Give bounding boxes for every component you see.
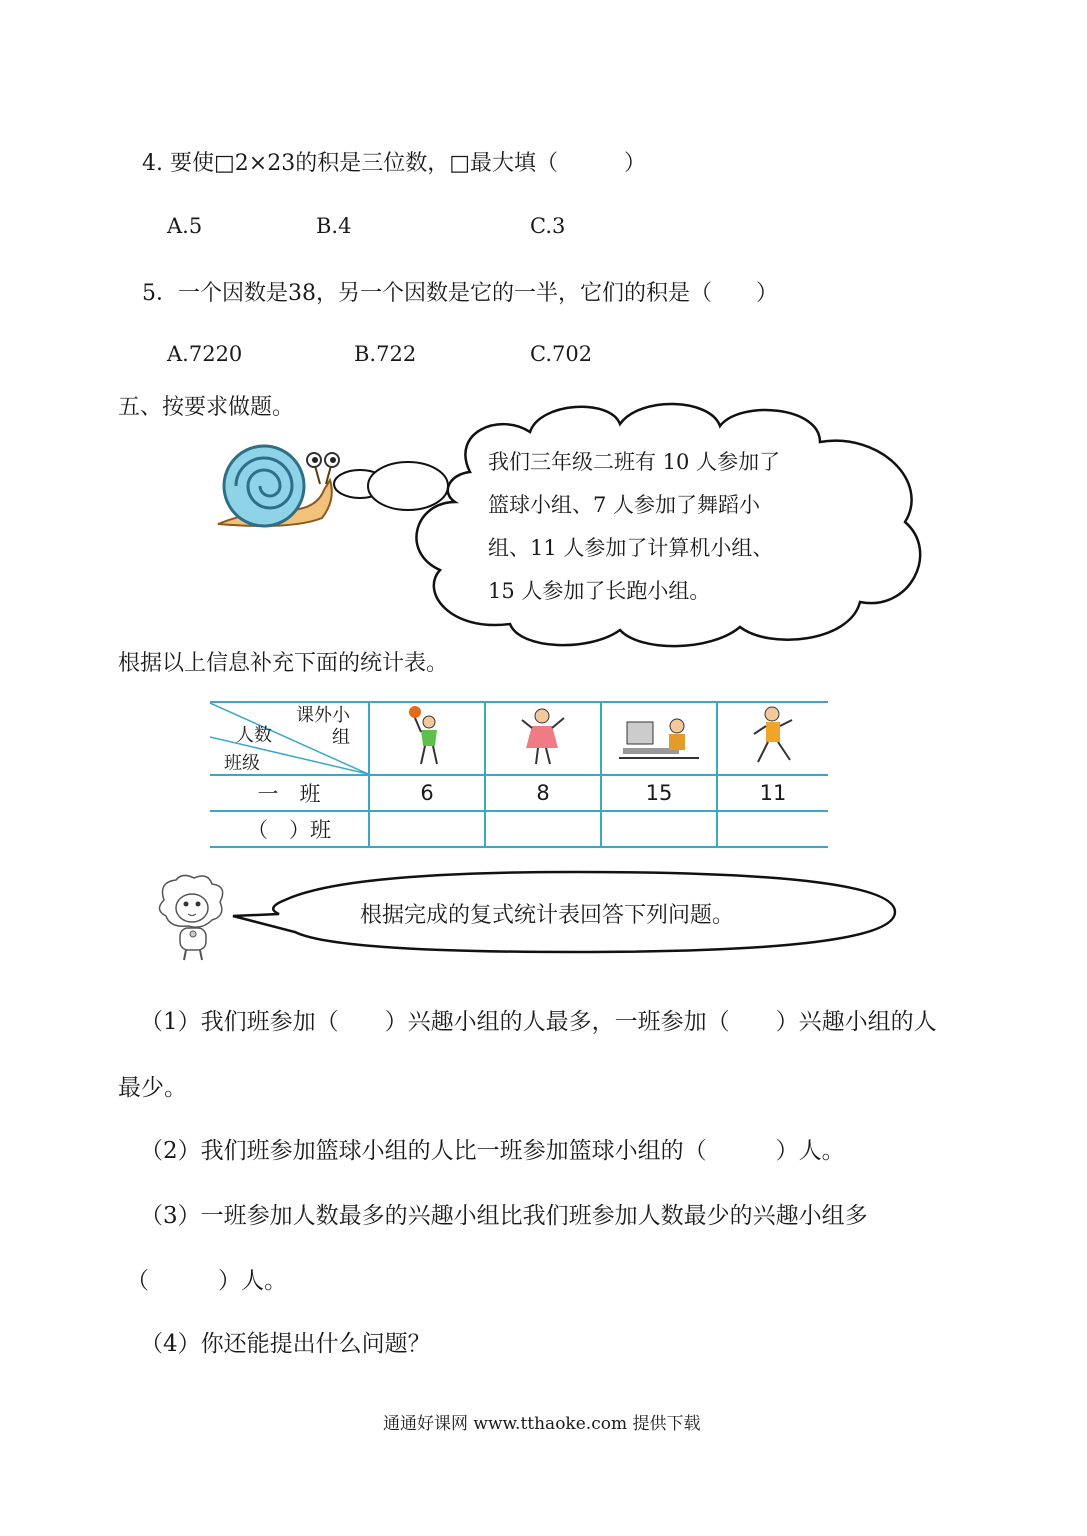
table-cell-blank[interactable] [717,811,828,847]
column-computer [601,702,717,775]
question-3-line-1: （3）一班参加人数最多的兴趣小组比我们班参加人数最少的兴趣小组多 [140,1203,868,1229]
corner-label-count: 人数 [236,725,272,746]
section-heading: 五、按要求做题。 [118,395,295,420]
q4-option-b: B.4 [316,214,352,238]
table-row [210,811,828,847]
bubble-line-4: 15 人参加了长跑小组。 [488,579,711,603]
table-cell: 11 [717,775,828,811]
question-1-line-2: 最少。 [118,1075,187,1101]
table-cell: 15 [601,775,717,811]
question-3-line-2: （ ）人。 [126,1268,287,1294]
question-4: 4. 要使□2×23的积是三位数，□最大填（ ） [142,151,646,176]
table-cell-blank[interactable] [369,811,485,847]
table-cell-blank[interactable] [485,811,601,847]
q4-option-a: A.5 [167,214,203,238]
table-cell: 6 [369,775,485,811]
table-row [210,775,828,811]
bubble-line-2: 篮球小组、7 人参加了舞蹈小 [488,493,761,517]
question-1-line-1: （1）我们班参加（ ）兴趣小组的人最多，一班参加（ ）兴趣小组的人 [140,1009,937,1035]
computer-user-icon [619,708,699,764]
table-cell-blank[interactable] [601,811,717,847]
table-cell: 8 [485,775,601,811]
table-instruction: 根据以上信息补充下面的统计表。 [118,651,449,676]
question-4-open: （4）你还能提出什么问题？ [140,1331,431,1357]
table-corner-header [210,702,369,775]
bubble-line-3: 组、11 人参加了计算机小组、 [488,536,774,560]
column-running [717,702,828,775]
column-basketball [369,702,485,775]
corner-label-group: 课外小组 [296,705,350,748]
row-label: 一 班 [210,775,369,811]
q5-option-a: A.7220 [167,342,243,366]
column-dance [485,702,601,775]
q5-option-b: B.722 [354,342,417,366]
basketball-player-icon [407,704,447,768]
dancer-icon [520,704,566,768]
speech-bubble-text: 根据完成的复式统计表回答下列问题。 [360,903,735,928]
runner-icon [750,704,796,768]
q5-option-c: C.702 [530,342,593,366]
statistics-table [210,701,828,848]
bubble-line-1: 我们三年级二班有 10 人参加了 [488,450,781,474]
question-5: 5．一个因数是38，另一个因数是它的一半，它们的积是（ ） [142,281,778,306]
row-label: （ ）班 [210,811,369,847]
q4-option-c: C.3 [530,214,566,238]
sheep-character-icon [152,872,232,962]
corner-label-class: 班级 [224,753,260,774]
footer-credit: 通通好课网 www.tthaoke.com 提供下载 [383,1414,701,1434]
question-2: （2）我们班参加篮球小组的人比一班参加篮球小组的（ ）人。 [140,1138,845,1164]
